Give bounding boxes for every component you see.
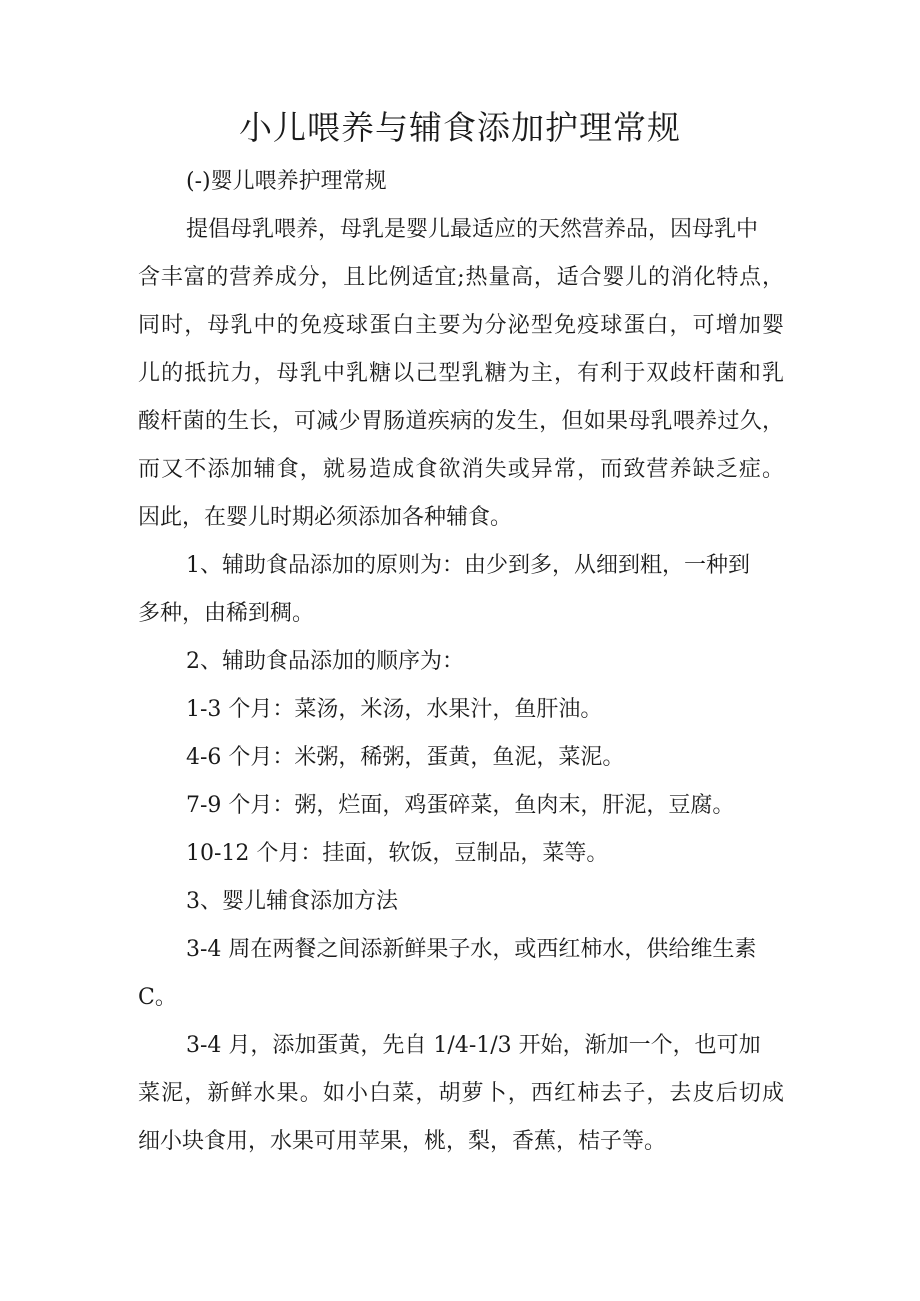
paragraph-line: 2、辅助食品添加的顺序为：	[186, 649, 464, 674]
paragraph-line: 含丰富的营养成分，且比例适宜;热量高，适合婴儿的消化特点，	[138, 265, 784, 290]
paragraph-line: 因此，在婴儿时期必须添加各种辅食。	[138, 505, 513, 530]
list-item: 4-6 个月：米粥，稀粥，蛋黄，鱼泥，菜泥。	[186, 745, 625, 770]
paragraph-line: 儿的抵抗力，母乳中乳糖以己型乳糖为主，有利于双歧杆菌和乳	[138, 361, 784, 386]
paragraph-line: 细小块食用，水果可用苹果，桃，梨，香蕉，桔子等。	[138, 1129, 667, 1154]
paragraph-line: 1、辅助食品添加的原则为：由少到多，从细到粗，一种到	[186, 553, 750, 578]
paragraph-line: 多种，由稀到稠。	[138, 601, 315, 626]
list-item: 10-12 个月：挂面，软饭，豆制品，菜等。	[186, 841, 609, 866]
paragraph-line: 提倡母乳喂养，母乳是婴儿最适应的天然营养品，因母乳中	[186, 217, 759, 242]
document-title: 小儿喂养与辅食添加护理常规	[239, 108, 681, 147]
paragraph-line: 3-4 月，添加蛋黄，先自 1/4-1/3 开始，渐加一个，也可加	[186, 1033, 761, 1058]
paragraph-line: 菜泥，新鲜水果。如小白菜，胡萝卜，西红柿去子，去皮后切成	[138, 1081, 784, 1106]
section-heading: (-)婴儿喂养护理常规	[186, 169, 387, 194]
paragraph-line: 3、婴儿辅食添加方法	[186, 889, 398, 914]
paragraph-line: 3-4 周在两餐之间添新鲜果子水，或西红柿水，供给维生素	[186, 937, 757, 962]
paragraph-line: C。	[138, 985, 177, 1010]
list-item: 1-3 个月：菜汤，米汤，水果汁，鱼肝油。	[186, 697, 603, 722]
paragraph-line: 同时，母乳中的免疫球蛋白主要为分泌型免疫球蛋白，可增加婴	[138, 313, 784, 338]
list-item: 7-9 个月：粥，烂面，鸡蛋碎菜，鱼肉末，肝泥，豆腐。	[186, 793, 735, 818]
paragraph-line: 酸杆菌的生长，可减少胃肠道疾病的发生，但如果母乳喂养过久，	[138, 409, 784, 434]
paragraph-line: 而又不添加辅食，就易造成食欲消失或异常，而致营养缺乏症。	[138, 457, 784, 482]
